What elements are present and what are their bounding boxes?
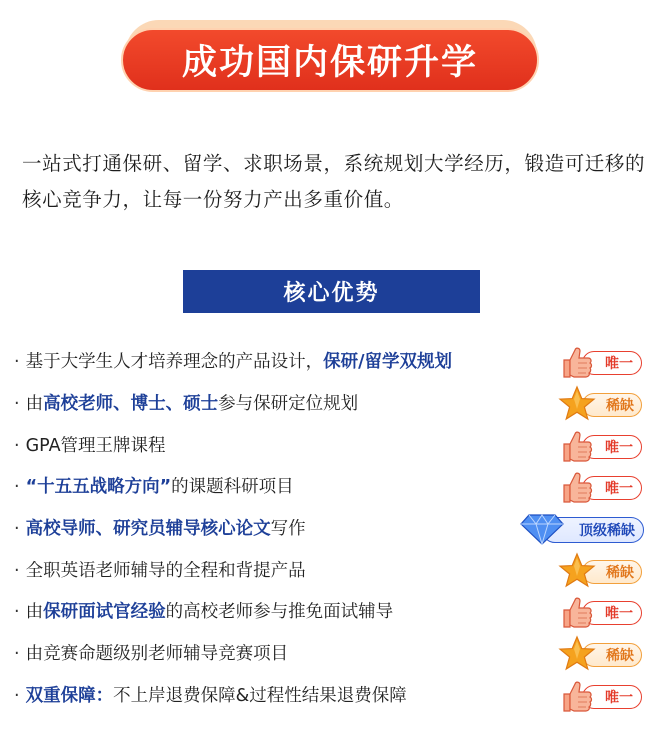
feature-text (14, 475, 294, 499)
badge-label: 唯一 (605, 440, 633, 456)
feature-text-highlight: 保研面试官经验 (43, 602, 166, 622)
feature-item (0, 676, 665, 718)
feature-text-plain: 由 (25, 394, 44, 414)
feature-text-plain: 写作 (270, 519, 306, 539)
thumbs-up-icon (556, 343, 596, 381)
badge-label: 唯一 (605, 356, 633, 372)
feature-text-highlight: 保研/留学双规划 (323, 352, 452, 372)
feature-item (0, 342, 665, 384)
feature-text-highlight: 双重保障： (25, 686, 114, 706)
badge-label: 稀缺 (606, 398, 634, 414)
star-icon (558, 635, 596, 673)
feature-text (14, 684, 407, 708)
thumbs-up-icon (556, 593, 596, 631)
badge-label: 唯一 (605, 690, 633, 706)
feature-text-plain: 的课题科研项目 (171, 477, 294, 497)
bullet-dot: · (14, 644, 20, 664)
badge-top (520, 510, 646, 548)
badge-rare (556, 635, 646, 673)
badge-solo (556, 468, 646, 506)
badge-rare (556, 552, 646, 590)
bullet-dot: · (14, 519, 20, 539)
section-header (183, 270, 480, 313)
feature-text-plain: 参与保研定位规划 (218, 394, 359, 414)
badge-solo (556, 343, 646, 381)
feature-text-plain: 基于大学生人才培养理念的产品设计， (25, 352, 324, 372)
bullet-dot: · (14, 477, 20, 497)
star-icon (558, 385, 596, 423)
badge-solo (556, 677, 646, 715)
bullet-dot: · (14, 602, 20, 622)
feature-item (0, 426, 665, 468)
badge-label: 稀缺 (606, 648, 634, 664)
feature-text-plain: 由竞赛命题级别老师辅导竞赛项目 (25, 644, 289, 664)
bullet-dot: · (14, 561, 20, 581)
badge-solo (556, 427, 646, 465)
feature-text (14, 350, 452, 374)
feature-item (0, 592, 665, 634)
thumbs-up-icon (556, 468, 596, 506)
feature-text-plain: 的高校老师参与推免面试辅导 (165, 602, 394, 622)
page-title: 成功国内保研升学 (181, 43, 478, 83)
intro-paragraph: 一站式打通保研、留学、求职场景，系统规划大学经历，锻造可迁移的核心竞争力，让每一份努力产出多重价值。 (22, 152, 646, 211)
star-icon (558, 552, 596, 590)
feature-text-plain: 由 (25, 602, 44, 622)
badge-solo (556, 593, 646, 631)
feature-text (14, 392, 358, 416)
feature-text (14, 517, 306, 541)
bullet-dot: · (14, 436, 20, 456)
feature-text (14, 434, 166, 458)
feature-item (0, 551, 665, 593)
feature-text (14, 559, 306, 583)
section-header-label: 核心优势 (283, 281, 380, 306)
feature-text-highlight: 高校老师、博士、硕士 (43, 394, 219, 414)
feature-item (0, 634, 665, 676)
feature-item (0, 384, 665, 426)
feature-text-plain: GPA管理王牌课程 (25, 436, 166, 456)
feature-text (14, 642, 288, 666)
badge-label: 顶级稀缺 (579, 523, 635, 539)
thumbs-up-icon (556, 427, 596, 465)
feature-text (14, 600, 393, 624)
badge-rare (556, 385, 646, 423)
badge-label: 唯一 (605, 606, 633, 622)
diamond-icon (520, 513, 564, 545)
feature-item (0, 509, 665, 551)
feature-text-plain: 全职英语老师辅导的全程和背提产品 (25, 561, 306, 581)
bullet-dot: · (14, 686, 20, 706)
badge-label: 稀缺 (606, 565, 634, 581)
bullet-dot: · (14, 394, 20, 414)
feature-text-plain: 不上岸退费保障&过程性结果退费保障 (113, 686, 407, 706)
feature-text-highlight: “十五五战略方向” (25, 477, 172, 497)
badge-label: 唯一 (605, 481, 633, 497)
thumbs-up-icon (556, 677, 596, 715)
bullet-dot: · (14, 352, 20, 372)
feature-text-highlight: 高校导师、研究员辅导核心论文 (25, 519, 271, 539)
title-banner (121, 20, 541, 95)
title-pill (121, 28, 539, 92)
feature-item (0, 467, 665, 509)
